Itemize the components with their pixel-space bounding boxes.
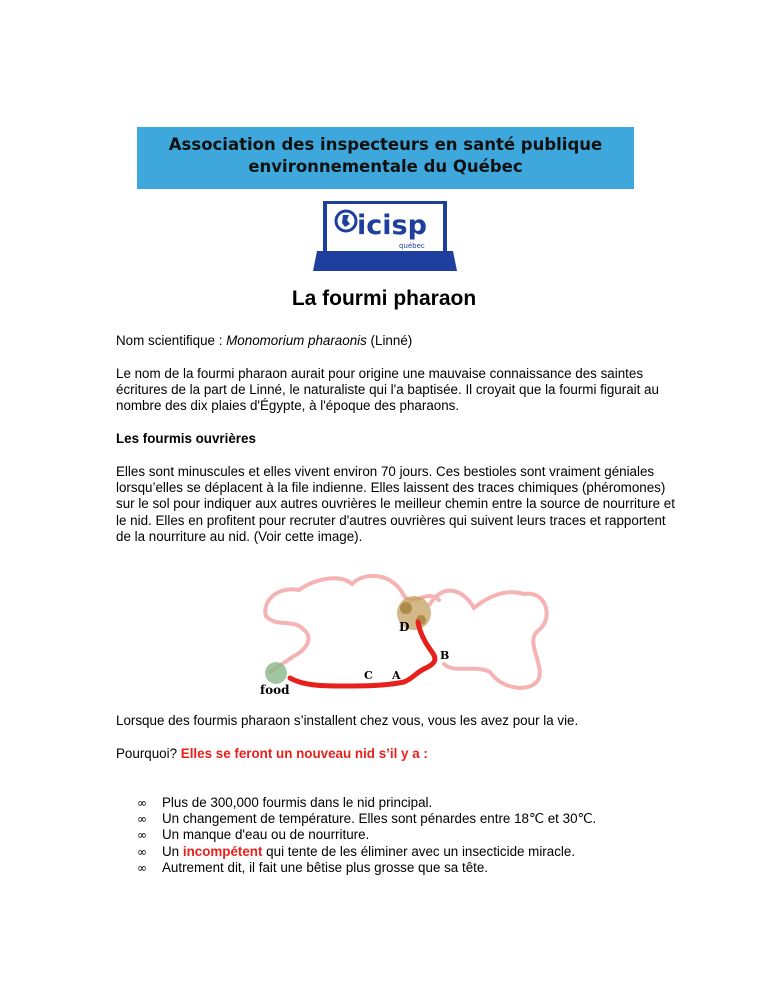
workers-paragraph: Elles sont minuscules et elles vivent environ 70 jours. Ces bestioles sont vraiment géniales lorsqu’elles se déplacent à la file indienne. Elles laissent des traces chimiques (phéromones) sur le sol pour indiquer aux autres ouvrières le meilleur chemin entre la source de nourriture et le nid. Elles en profitent pour recruter d'autres ouvrières qui suivent leurs traces et rapportent de la nourriture au nid. (Voir cette image).: [116, 464, 675, 544]
scientific-author: (Linné): [366, 333, 413, 348]
scientific-label: Nom scientifique :: [116, 333, 227, 348]
scientific-name-line: [116, 333, 676, 349]
highlight-incompetent: incompétent: [182, 843, 263, 859]
scientific-name: Monomorium pharaonis: [226, 333, 367, 348]
list-item: ∞ Un manque d'eau ou de nourriture.: [137, 827, 370, 843]
icisp-logo: [313, 199, 457, 271]
intro-paragraph: Le nom de la fourmi pharaon aurait pour origine une mauvaise connaissance des saintes écritures de la part de Linné, le naturaliste qui l'a baptisée. Il croyait que la fourmi figurait au nombre des dix plaies d'Égypte, à l'époque des pharaons.: [116, 366, 659, 414]
install-paragraph: Lorsque des fourmis pharaon s’installent chez vous, vous les avez pour la vie.: [116, 713, 579, 728]
label-food: food: [260, 683, 290, 697]
bullet-icon: ∞: [137, 812, 147, 827]
main-trail: [290, 622, 435, 686]
list-item: ∞ Un changement de température. Elles sont pénardes entre 18℃ et 30℃.: [137, 811, 597, 827]
association-banner: [137, 127, 634, 189]
food-source: [265, 662, 287, 684]
faint-trail-right: [430, 591, 547, 688]
label-d: D: [399, 620, 410, 634]
why-answer: Elles se feront un nouveau nid s’il y a :: [180, 746, 428, 761]
banner-line-1: Association des inspecteurs en santé publique: [168, 135, 603, 154]
logo-subtext: québec: [399, 242, 425, 250]
bullet-icon: ∞: [137, 844, 147, 859]
page-title: La fourmi pharaon: [291, 287, 477, 310]
list-item: ∞ Plus de 300,000 fourmis dans le nid principal.: [137, 795, 433, 810]
label-a: A: [392, 669, 401, 682]
why-line: [116, 746, 676, 762]
bullet-icon: ∞: [137, 860, 147, 875]
why-question: Pourquoi?: [116, 746, 181, 761]
label-b: B: [440, 649, 450, 662]
reasons-list: [137, 795, 596, 876]
bullet-icon: ∞: [137, 828, 147, 843]
list-item: ∞ Un incompétent qui tente de les éliminer avec un insecticide miracle.: [137, 843, 576, 859]
banner-line-2: environnementale du Québec: [248, 157, 523, 176]
ant-trail-diagram: [254, 568, 557, 698]
label-c: C: [364, 669, 373, 682]
workers-heading: Les fourmis ouvrières: [116, 431, 256, 446]
logo-text: icisp: [357, 210, 427, 241]
list-item: ∞ Autrement dit, il fait une bêtise plus grosse que sa tête.: [137, 859, 489, 875]
bullet-icon: ∞: [137, 796, 147, 810]
